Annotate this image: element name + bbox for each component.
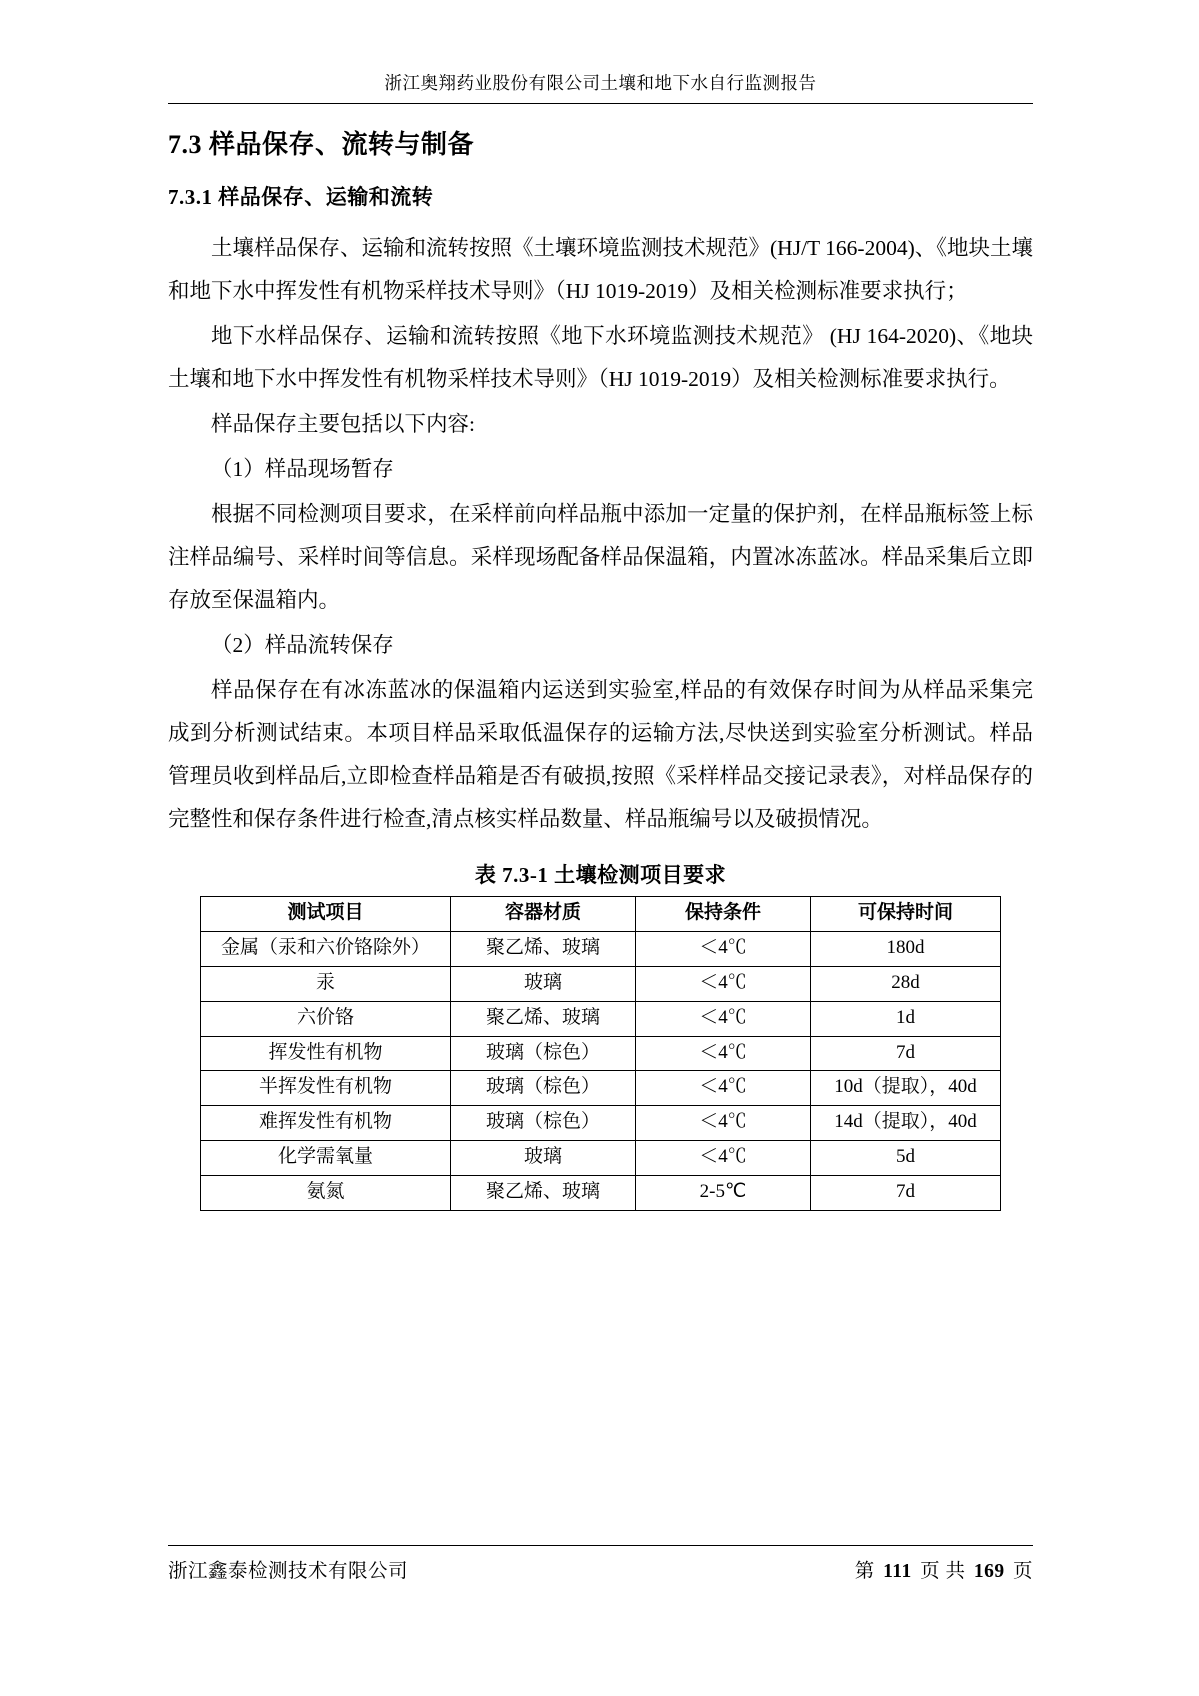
table-row [201,1141,1001,1176]
cell-storage-condition: ＜4℃ [636,966,811,1001]
paragraph-item-1-title: （1）样品现场暂存 [211,457,394,481]
cell-holding-time: 7d [811,1176,1001,1211]
page-middle-label: 页 共 [920,1561,966,1582]
paragraph-groundwater-sample-transfer: 地下水样品保存、运输和流转按照《地下水环境监测技术规范》 (HJ 164-2020)、《地块土壤和地下水中挥发性有机物采样技术导则》（HJ 1019-2019）及相关检测标准要求执行。 [168,324,1033,391]
cell-test-item: 半挥发性有机物 [201,1071,451,1106]
header-divider [168,103,1033,104]
section-heading-7-3: 7.3 样品保存、流转与制备 [168,130,475,159]
page-suffix-label: 页 [1012,1561,1033,1582]
cell-storage-condition: ＜4℃ [636,1106,811,1141]
cell-storage-condition: ＜4℃ [636,931,811,966]
table-caption: 表 7.3-1 土壤检测项目要求 [474,863,727,887]
cell-holding-time: 180d [811,931,1001,966]
cell-container-material: 玻璃（棕色） [451,1106,636,1141]
cell-container-material: 玻璃（棕色） [451,1036,636,1071]
column-header-holding-time: 可保持时间 [811,897,1001,932]
cell-container-material: 聚乙烯、玻璃 [451,1176,636,1211]
cell-storage-condition: ＜4℃ [636,1001,811,1036]
paragraph-preservation-intro: 样品保存主要包括以下内容: [211,412,475,436]
cell-test-item: 六价铬 [201,1001,451,1036]
header-title: 浙江奥翔药业股份有限公司土壤和地下水自行监测报告 [384,73,817,93]
cell-storage-condition: ＜4℃ [636,1036,811,1071]
cell-holding-time: 1d [811,1001,1001,1036]
soil-test-requirements-table [200,896,1001,1211]
paragraph-item-2-detail: 样品保存在有冰冻蓝冰的保温箱内运送到实验室,样品的有效保存时间为从样品采集完成到分析测试结束。本项目样品采取低温保存的运输方法,尽快送到实验室分析测试。样品管理员收到样品后,立即检查样品箱是否有破损,按照《采样样品交接记录表》，对样品保存的完整性和保存条件进行检查,清点核实样品数量、样品瓶编号以及破损情况。 [168,678,1033,831]
cell-storage-condition: 2-5℃ [636,1176,811,1211]
table-row [201,1001,1001,1036]
cell-holding-time: 28d [811,966,1001,1001]
table-row [201,931,1001,966]
cell-test-item: 氨氮 [201,1176,451,1211]
paragraph-item-1-detail: 根据不同检测项目要求，在采样前向样品瓶中添加一定量的保护剂，在样品瓶标签上标注样品编号、采样时间等信息。采样现场配备样品保温箱，内置冰冻蓝冰。样品采集后立即存放至保温箱内。 [168,502,1033,612]
footer-company: 浙江鑫泰检测技术有限公司 [168,1561,409,1582]
cell-holding-time: 14d（提取），40d [811,1106,1001,1141]
cell-container-material: 聚乙烯、玻璃 [451,931,636,966]
cell-holding-time: 5d [811,1141,1001,1176]
column-header-container-material: 容器材质 [451,897,636,932]
cell-test-item: 难挥发性有机物 [201,1106,451,1141]
cell-storage-condition: ＜4℃ [636,1071,811,1106]
cell-test-item: 金属（汞和六价铬除外） [201,931,451,966]
cell-container-material: 玻璃 [451,1141,636,1176]
table-row [201,1036,1001,1071]
page-current-number: 111 [883,1561,912,1582]
cell-test-item: 挥发性有机物 [201,1036,451,1071]
column-header-storage-condition: 保持条件 [636,897,811,932]
document-body [168,124,1033,1211]
paragraph-soil-sample-transfer: 土壤样品保存、运输和流转按照《土壤环境监测技术规范》(HJ/T 166-2004)、《地块土壤和地下水中挥发性有机物采样技术导则》（HJ 1019-2019）及相关检测标准要求执行； [168,236,1033,303]
table-header-row [201,897,1001,932]
cell-holding-time: 7d [811,1036,1001,1071]
page-header [168,70,1033,104]
paragraph-item-2-title: （2）样品流转保存 [211,633,394,657]
page-total-number: 169 [973,1561,1005,1582]
cell-storage-condition: ＜4℃ [636,1141,811,1176]
cell-test-item: 汞 [201,966,451,1001]
table-row [201,966,1001,1001]
cell-container-material: 玻璃（棕色） [451,1071,636,1106]
footer-divider [168,1545,1033,1546]
table-row [201,1176,1001,1211]
section-heading-7-3-1: 7.3.1 样品保存、运输和流转 [168,185,434,209]
table-row [201,1071,1001,1106]
page-prefix-label: 第 [854,1561,875,1582]
cell-container-material: 聚乙烯、玻璃 [451,1001,636,1036]
cell-container-material: 玻璃 [451,966,636,1001]
page-footer [168,1545,1033,1583]
column-header-test-item: 测试项目 [201,897,451,932]
footer-page-number [855,1555,1033,1583]
cell-holding-time: 10d（提取），40d [811,1071,1001,1106]
table-row [201,1106,1001,1141]
cell-test-item: 化学需氧量 [201,1141,451,1176]
